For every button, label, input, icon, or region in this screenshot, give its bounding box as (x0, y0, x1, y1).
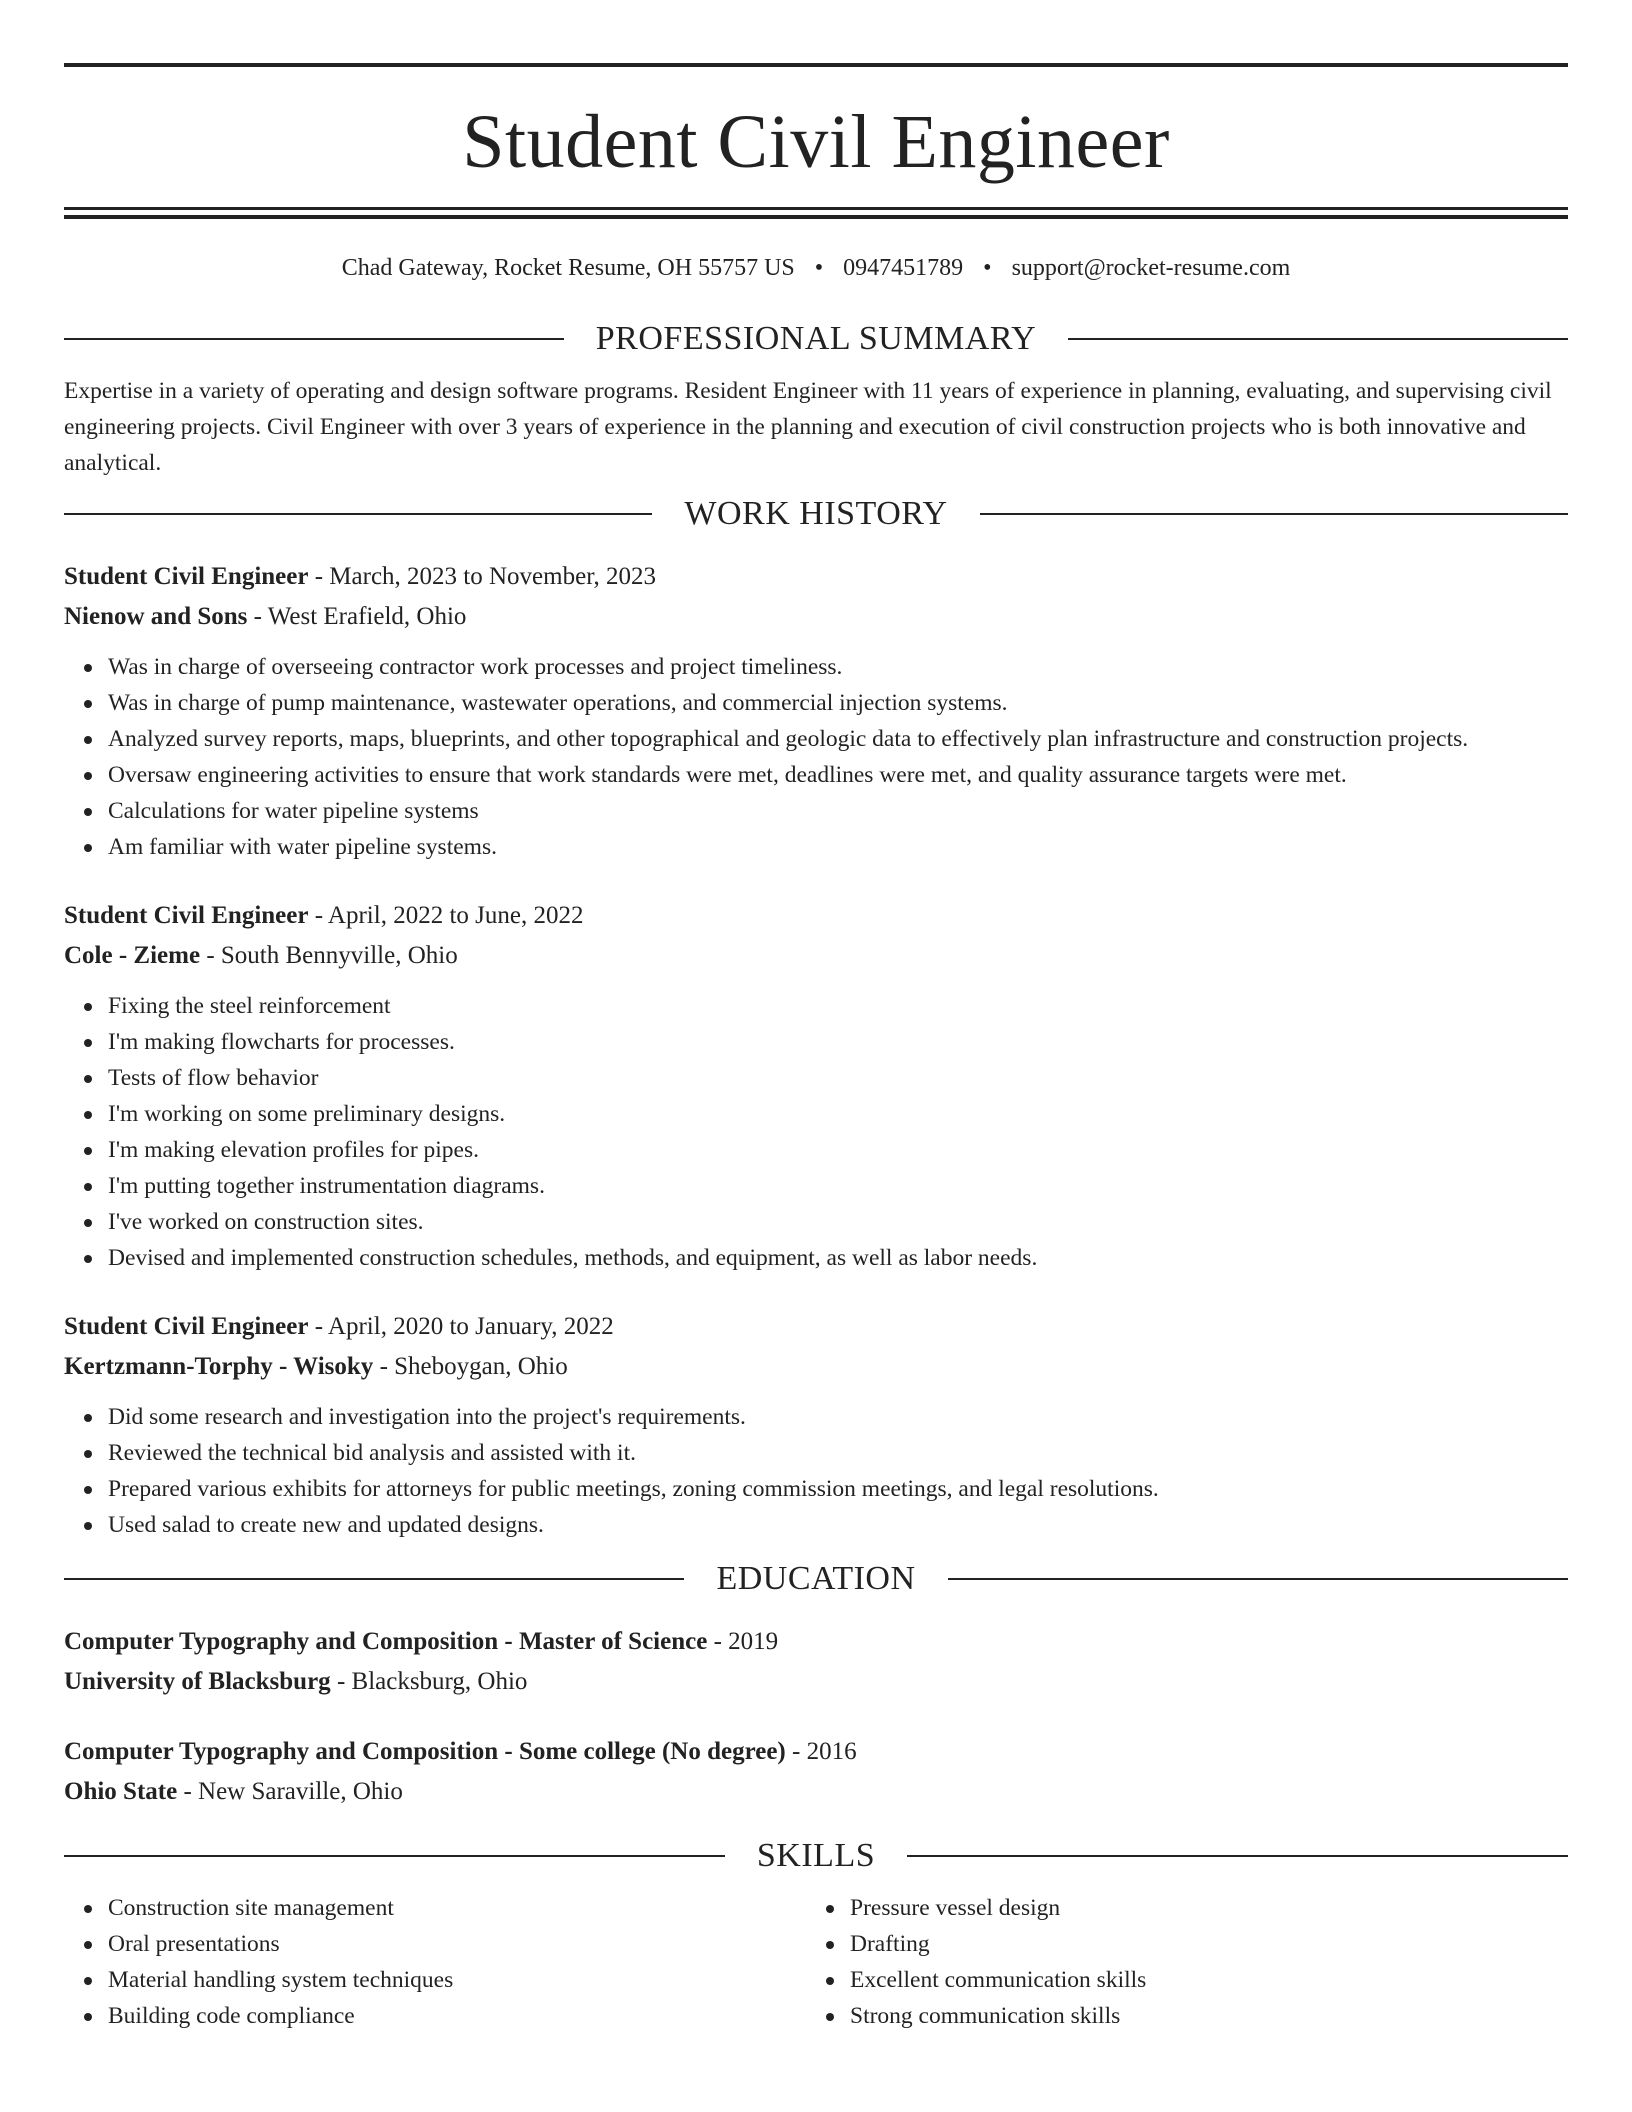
contact-phone: 0947451789 (843, 255, 964, 281)
job-dates: - April, 2022 to June, 2022 (308, 902, 584, 929)
job-title: Student Civil Engineer (64, 1313, 309, 1340)
job-company-line (64, 936, 1568, 976)
summary-section-header (64, 319, 1568, 359)
work-section-title: WORK HISTORY (684, 495, 948, 532)
skills-grid (64, 1890, 1568, 2034)
list-item: Oversaw engineering activities to ensure that work standards were met, deadlines were met, and quality assurance targets were met. (108, 757, 1568, 793)
list-item: Was in charge of pump maintenance, wastewater operations, and commercial injection systems. (108, 685, 1568, 721)
skills-list (806, 1890, 1548, 2034)
education-degree: Computer Typography and Composition - Some college (No degree) (64, 1738, 786, 1765)
education-location: - New Saraville, Ohio (177, 1778, 403, 1805)
list-item: Construction site management (108, 1890, 806, 1926)
list-item: Excellent communication skills (850, 1962, 1548, 1998)
education-year: - 2019 (707, 1628, 779, 1655)
section-divider (64, 1855, 725, 1857)
job-location: - Sheboygan, Ohio (373, 1353, 568, 1380)
section-divider (64, 513, 652, 515)
job-bullet-list (64, 988, 1568, 1276)
contact-address: Chad Gateway, Rocket Resume, OH 55757 US (341, 255, 795, 281)
job-company-line (64, 597, 1568, 637)
list-item: I'm working on some preliminary designs. (108, 1096, 1568, 1132)
list-item: Pressure vessel design (850, 1890, 1548, 1926)
list-item: Calculations for water pipeline systems (108, 793, 1568, 829)
list-item: Used salad to create new and updated designs. (108, 1507, 1568, 1543)
education-school: Ohio State (64, 1778, 178, 1805)
list-item: I'm putting together instrumentation diagrams. (108, 1168, 1568, 1204)
job-location: - West Erafield, Ohio (247, 603, 467, 630)
list-item: Fixing the steel reinforcement (108, 988, 1568, 1024)
list-item: Analyzed survey reports, maps, blueprints, and other topographical and geologic data to effectively plan infrastructure and construction projects. (108, 721, 1568, 757)
job-bullet-list (64, 649, 1568, 865)
job-bullet-list (64, 1399, 1568, 1543)
education-location: - Blacksburg, Ohio (330, 1668, 528, 1695)
education-school: University of Blacksburg (64, 1668, 331, 1695)
top-rule (64, 63, 1568, 67)
education-section-header (64, 1559, 1568, 1599)
job-title: Student Civil Engineer (64, 563, 309, 590)
skills-section-header (64, 1836, 1568, 1876)
skills-section-title: SKILLS (756, 1837, 876, 1874)
contact-line (64, 253, 1568, 283)
section-divider (1068, 338, 1568, 340)
job-location: - South Bennyville, Ohio (200, 942, 458, 969)
skills-list (64, 1890, 806, 2034)
job-company: Kertzmann-Torphy - Wisoky (64, 1353, 374, 1380)
education-school-line (64, 1772, 1568, 1812)
job-title-line (64, 1307, 1568, 1347)
resume-title: Student Civil Engineer (462, 100, 1170, 184)
list-item: Was in charge of overseeing contractor work processes and project timeliness. (108, 649, 1568, 685)
skills-column-right (806, 1890, 1548, 2034)
list-item: Material handling system techniques (108, 1962, 806, 1998)
job-entry (64, 896, 1568, 1276)
list-item: I'm making elevation profiles for pipes. (108, 1132, 1568, 1168)
education-entry (64, 1622, 1568, 1702)
list-item: Oral presentations (108, 1926, 806, 1962)
list-item: Tests of flow behavior (108, 1060, 1568, 1096)
list-item: Building code compliance (108, 1998, 806, 2034)
list-item: Devised and implemented construction schedules, methods, and equipment, as well as labor needs. (108, 1240, 1568, 1276)
job-dates: - March, 2023 to November, 2023 (308, 563, 657, 590)
job-company: Cole - Zieme (64, 942, 201, 969)
job-title-line (64, 896, 1568, 936)
education-entry (64, 1732, 1568, 1812)
education-degree: Computer Typography and Composition - Master of Science (64, 1628, 708, 1655)
job-title-line (64, 557, 1568, 597)
resume-page (64, 0, 1568, 2034)
section-divider (64, 338, 564, 340)
job-entry (64, 1307, 1568, 1543)
list-item: Prepared various exhibits for attorneys for public meetings, zoning commission meetings, and legal resolutions. (108, 1471, 1568, 1507)
section-divider (948, 1578, 1568, 1580)
job-company: Nienow and Sons (64, 603, 248, 630)
education-degree-line (64, 1732, 1568, 1772)
work-section-header (64, 494, 1568, 534)
education-section-title: EDUCATION (716, 1560, 916, 1597)
list-item: Strong communication skills (850, 1998, 1548, 2034)
list-item: Drafting (850, 1926, 1548, 1962)
summary-section-title: PROFESSIONAL SUMMARY (595, 320, 1037, 357)
education-school-line (64, 1662, 1568, 1702)
contact-separator: • (814, 255, 824, 281)
list-item: I'm making flowcharts for processes. (108, 1024, 1568, 1060)
contact-email: support@rocket-resume.com (1011, 255, 1291, 281)
job-dates: - April, 2020 to January, 2022 (308, 1313, 614, 1340)
section-divider (907, 1855, 1568, 1857)
job-company-line (64, 1347, 1568, 1387)
skills-column-left (64, 1890, 806, 2034)
section-divider (64, 1578, 684, 1580)
contact-separator: • (983, 255, 992, 281)
list-item: Did some research and investigation into the project's requirements. (108, 1399, 1568, 1435)
list-item: Reviewed the technical bid analysis and assisted with it. (108, 1435, 1568, 1471)
job-title: Student Civil Engineer (64, 902, 309, 929)
list-item: I've worked on construction sites. (108, 1204, 1568, 1240)
job-entry (64, 557, 1568, 865)
summary-text: Expertise in a variety of operating and design software programs. Resident Engineer with 11 years of experience in planning, evaluating, and supervising civil engineering projects. Civil Engineer with over 3 years of experience in the planning and execution of civil construction projects who is both innovative and analytical. (64, 378, 1552, 476)
title-double-rule (64, 207, 1568, 219)
section-divider (980, 513, 1568, 515)
education-degree-line (64, 1622, 1568, 1662)
education-year: - 2016 (785, 1738, 857, 1765)
list-item: Am familiar with water pipeline systems. (108, 829, 1568, 865)
